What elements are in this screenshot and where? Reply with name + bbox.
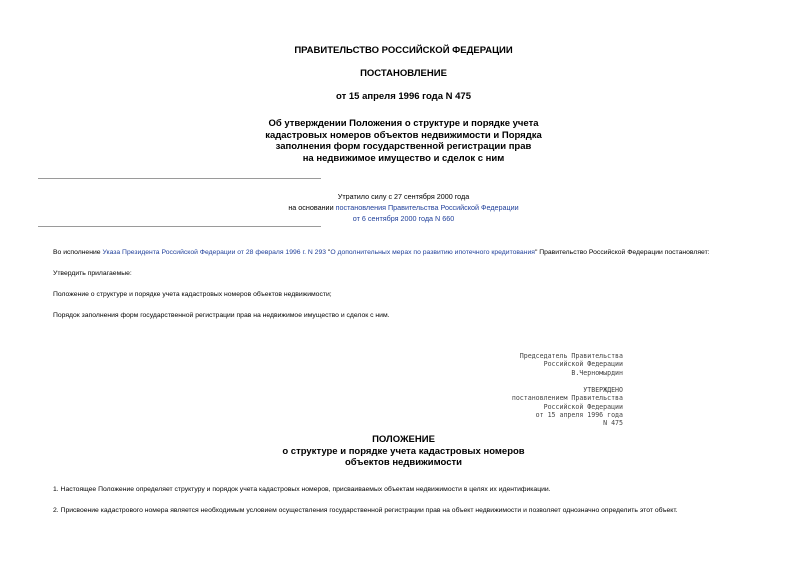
regulation-paragraph-1: 1. Настоящее Положение определяет структуру и порядок учета кадастровых номеров, присваиваемых объектам недвижимости в целях их идентификации. <box>53 486 551 493</box>
regulation-paragraph-2: 2. Присвоение кадастрового номера является необходимым условием осуществления государственной регистрации прав на объект недвижимости и позволяет однозначно определить этот объект. <box>53 507 678 514</box>
intro-mid: " <box>326 249 331 256</box>
regulation-subtitle-line: объектов недвижимости <box>345 457 462 468</box>
title-line: Об утверждении Положения о структуре и порядке учета <box>268 118 539 129</box>
repeal-decree-link[interactable]: постановления Правительства Российской Федерации <box>335 203 519 212</box>
regulation-title: ПОЛОЖЕНИЕ <box>372 434 435 445</box>
divider-bottom <box>38 226 321 227</box>
intro-paragraph <box>53 249 710 256</box>
signature-line: В.Черномырдин <box>571 368 623 377</box>
document-title <box>0 118 807 164</box>
approved-line: постановлением Правительства <box>511 394 623 403</box>
title-line: кадастровых номеров объектов недвижимости и Порядка <box>265 129 542 141</box>
status-line: Утратило силу с 27 сентября 2000 года <box>337 192 470 201</box>
status-block <box>0 191 807 224</box>
document-date-number: от 15 апреля 1996 года N 475 <box>336 91 471 102</box>
document-type: ПОСТАНОВЛЕНИЕ <box>360 68 447 79</box>
presidential-decree-link[interactable]: Указа Президента Российской Федерации от 28 февраля 1996 г. N 293 <box>102 249 327 256</box>
status-prefix: на основании <box>288 203 336 212</box>
approved-line: N 475 <box>603 419 623 428</box>
item2-paragraph: Порядок заполнения форм государственной регистрации прав на недвижимое имущество и сделок с ним. <box>53 312 390 319</box>
mortgage-decree-link[interactable]: О дополнительных мерах по развитию ипотечного кредитования <box>330 249 535 256</box>
intro-prefix: Во исполнение <box>53 249 103 256</box>
item1-paragraph: Положение о структуре и порядке учета кадастровых номеров объектов недвижимости; <box>53 291 332 298</box>
intro-suffix: " Правительство Российской Федерации постановляет: <box>534 249 710 256</box>
signature-line: Председатель Правительства <box>519 352 623 360</box>
signature-block <box>520 352 623 377</box>
signature-line: Российской Федерации <box>543 360 623 369</box>
approved-line: УТВЕРЖДЕНО <box>583 386 623 394</box>
repeal-decree-date-link[interactable]: от 6 сентября 2000 года N 660 <box>352 214 455 223</box>
regulation-subtitle-line: о структуре и порядке учета кадастровых номеров <box>282 445 525 457</box>
approve-paragraph: Утвердить прилагаемые: <box>53 270 132 277</box>
approved-block <box>512 386 623 427</box>
status-line <box>0 202 807 213</box>
approved-line: Российской Федерации <box>543 402 623 411</box>
title-line: на недвижимое имущество и сделок с ним <box>302 152 505 164</box>
regulation-heading <box>0 434 807 469</box>
divider-top <box>38 178 321 179</box>
government-heading: ПРАВИТЕЛЬСТВО РОССИЙСКОЙ ФЕДЕРАЦИИ <box>294 45 513 56</box>
approved-line: от 15 апреля 1996 года <box>535 410 623 419</box>
title-line: заполнения форм государственной регистрации прав <box>275 141 532 152</box>
